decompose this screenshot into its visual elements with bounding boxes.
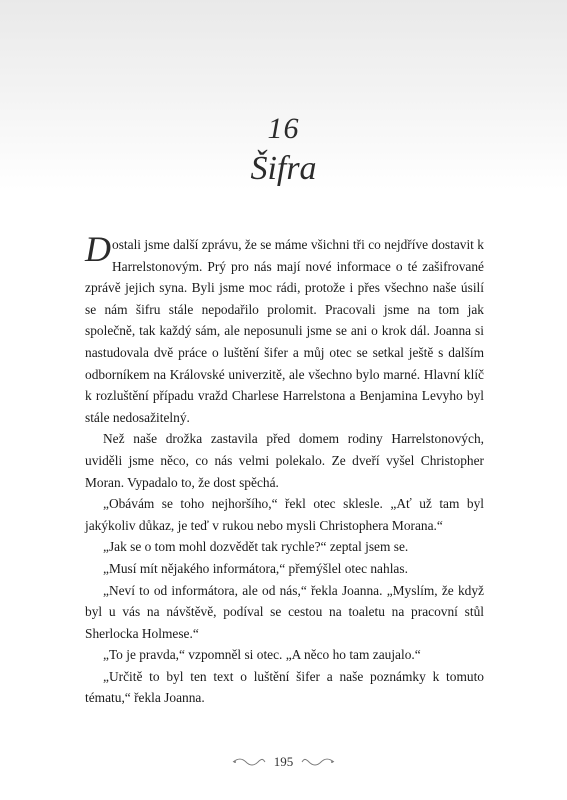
- chapter-body: [85, 229, 484, 709]
- paragraph-3: „Obávám se toho nejhoršího,“ řekl otec sklesle. „Ať už tam byl jakýkoliv důkaz, je teď v rukou nebo mysli Christophera Morana.“: [85, 496, 484, 533]
- drop-cap: D: [85, 229, 111, 269]
- paragraph-5: „Musí mít nějakého informátora,“ přemýšlel otec nahlas.: [103, 560, 408, 576]
- paragraph-8: „Určitě to byl ten text o luštění šifer a naše poznámky k tomuto tématu,“ řekla Joanna.: [85, 668, 484, 706]
- chapter-number: 16: [267, 112, 300, 145]
- chapter-title: Šifra: [250, 150, 317, 187]
- paragraph-7: „To je pravda,“ vzpomněl si otec. „A něco ho tam zaujalo.“: [103, 647, 421, 663]
- right-flourish-ornament-icon: [301, 757, 335, 767]
- paragraph-text: ostali jsme další zprávu, že se máme všichni tři co nejdříve dostavit k Harrelstonovým. Prý pro nás mají nové informace o té zašifrované zprávě jejich syna. Byli jsme moc rádi, protože i přes všechno naše úsilí se nám šifru stále nepodařilo prolomit. Pracovali jsme na tom jak společně, tak každý sám, ale neposunuli jsme se ani o krok dál. Joanna si nastudovala dvě práce o luštění šifer a můj otec se setkal ještě s dalším odborníkem na Královské univerzitě, ale všechno bylo marné. Hlavní klíč k rozluštění případu vražd Charlese Harrelstona a Benjamina Levyho byl stále nedosažitelný.: [85, 237, 484, 425]
- page-number: 195: [273, 754, 294, 769]
- paragraph-1: [85, 229, 484, 428]
- paragraph-2: Než naše drožka zastavila před domem rodiny Harrelstonových, uviděli jsme něco, co nás velmi polekalo. Ze dveří vyšel Christopher Moran. Vypadalo to, že dost spěchá.: [85, 431, 484, 490]
- paragraph-4: „Jak se o tom mohl dozvědět tak rychle?“ zeptal jsem se.: [103, 539, 409, 555]
- left-flourish-ornament-icon: [232, 757, 266, 767]
- page-footer: [0, 754, 567, 770]
- paragraph-6: „Neví to od informátora, ale od nás,“ řekla Joanna. „Myslím, že když byl u vás na návštěvě, podíval se cestou na toaletu na pracovní stůl Sherlocka Holmese.“: [85, 582, 484, 641]
